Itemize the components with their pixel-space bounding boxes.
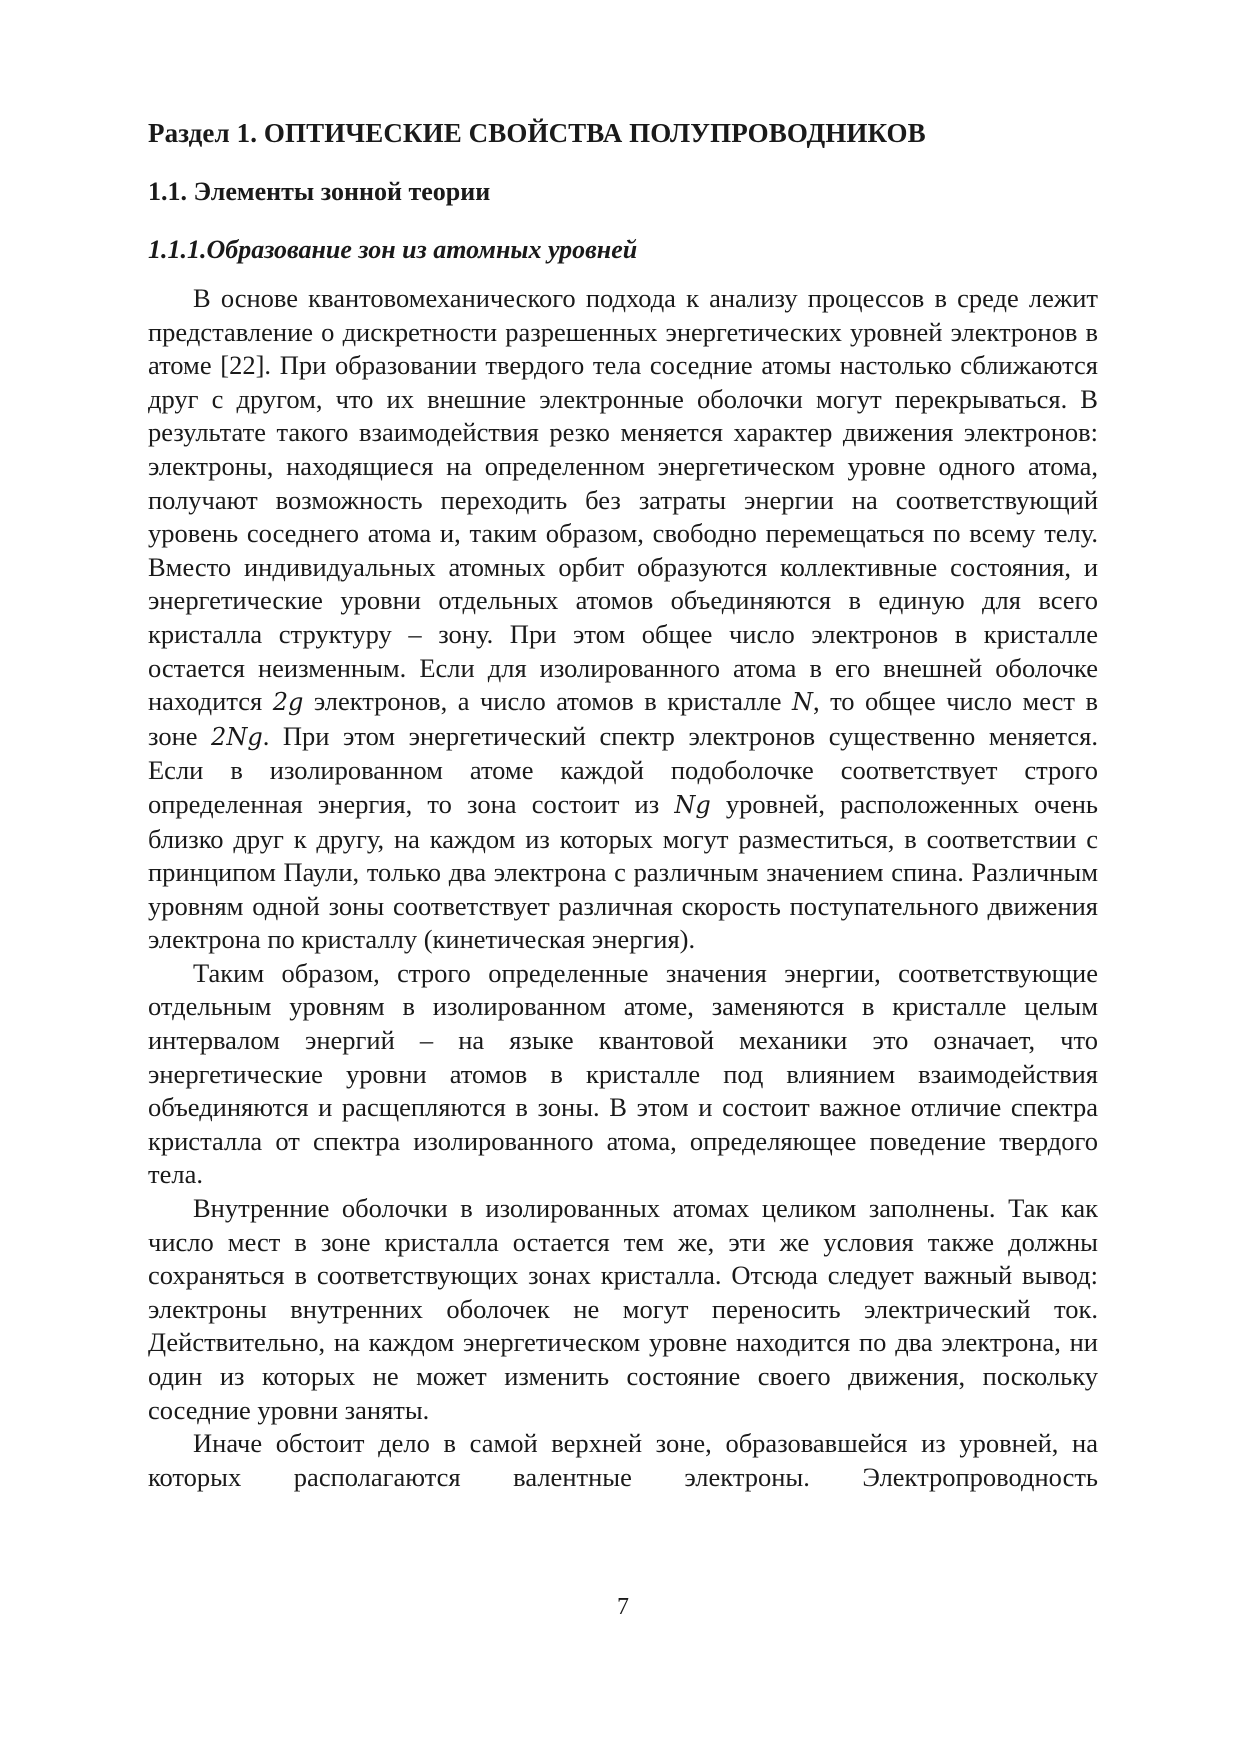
- paragraph-3: Внутренние оболочки в изолированных атомах целиком заполнены. Так как число мест в зоне кристалла остается тем же, эти же условия также должны сохраняться в соответствующих зонах кристалла. Отсюда следует важный вывод: электроны внутренних оболочек не могут переносить электрический ток. Действительно, на каждом энергетическом уровне находится по два электрона, ни один из которых не может изменить состояние своего движения, поскольку соседние уровни заняты.: [148, 1193, 1098, 1425]
- paragraph-1-text: , то общее число мест в зоне: [148, 686, 1098, 751]
- section-heading: Раздел 1. ОПТИЧЕСКИЕ СВОЙСТВА ПОЛУПРОВОДНИКОВ: [148, 118, 926, 148]
- math-2g: 2g: [272, 688, 304, 717]
- math-ng: Ng: [674, 790, 711, 819]
- paragraph-1-text: уровней, расположенных очень близко друг к другу, на каждом из которых могут разместиться, в соответствии с принципом Паули, только два электрона с различным значением спина. Различным уровням одной зоны соответствует различная скорость поступательного движения электрона по кристаллу (кинетическая энергия).: [148, 788, 1099, 955]
- subsection-heading: 1.1. Элементы зонной теории: [148, 177, 491, 206]
- paragraph-2: Таким образом, строго определенные значения энергии, соответствующие отдельным уровням в изолированном атоме, заменяются в кристалле целым интервалом энергий – на языке квантовой механики это означает, что энергетические уровни атомов в кристалле под влиянием взаимодействия объединяются и расщепляются в зоны. В этом и состоит важное отличие спектра кристалла от спектра изолированного атома, определяющее поведение твердого тела.: [148, 957, 1098, 1190]
- subsubsection-heading: 1.1.1.Образование зон из атомных уровней: [148, 235, 638, 264]
- paragraph-1-text: В основе квантовомеханического подхода к анализу процессов в среде лежит представление о дискретности разрешенных энергетических уровней электронов в атоме [22]. При образовании твердого тела соседние атомы настолько сближаются друг с другом, что их внешние электронные оболочки могут перекрываться. В результате такого взаимодействия резко меняется характер движения электронов: электроны, находящиеся на определенном энергетическом уровне одного атома, получают возможность переходить без затраты энергии на соответствующий уровень соседнего атома и, таким образом, свободно перемещаться по всему телу. Вместо индивидуальных атомных орбит образуются коллективные состояния, и энергетические уровни отдельных атомов объединяются в единую для всего кристалла структуру – зону. При этом общее число электронов в кристалле остается неизменным. Если для изолированного атома в его внешней оболочке находится: [148, 283, 1098, 717]
- body-text: [148, 282, 1098, 1494]
- paragraph-1: [148, 282, 1098, 957]
- paragraph-4: Иначе обстоит дело в самой верхней зоне, образовавшейся из уровней, на которых располагаются валентные электроны. Электропроводность: [148, 1428, 1098, 1492]
- paragraph-1-text: электронов, а число атомов в кристалле: [303, 686, 792, 717]
- page-number: 7: [617, 1594, 629, 1620]
- math-n: N: [791, 688, 813, 717]
- math-2ng: 2Ng: [211, 722, 263, 751]
- document-page: [148, 0, 1098, 1754]
- paragraph-1-text: . При этом энергетический спектр электронов существенно меняется. Если в изолированном атоме каждой подоболочке соответствует строго определенная энергия, то зона состоит из: [148, 720, 1098, 819]
